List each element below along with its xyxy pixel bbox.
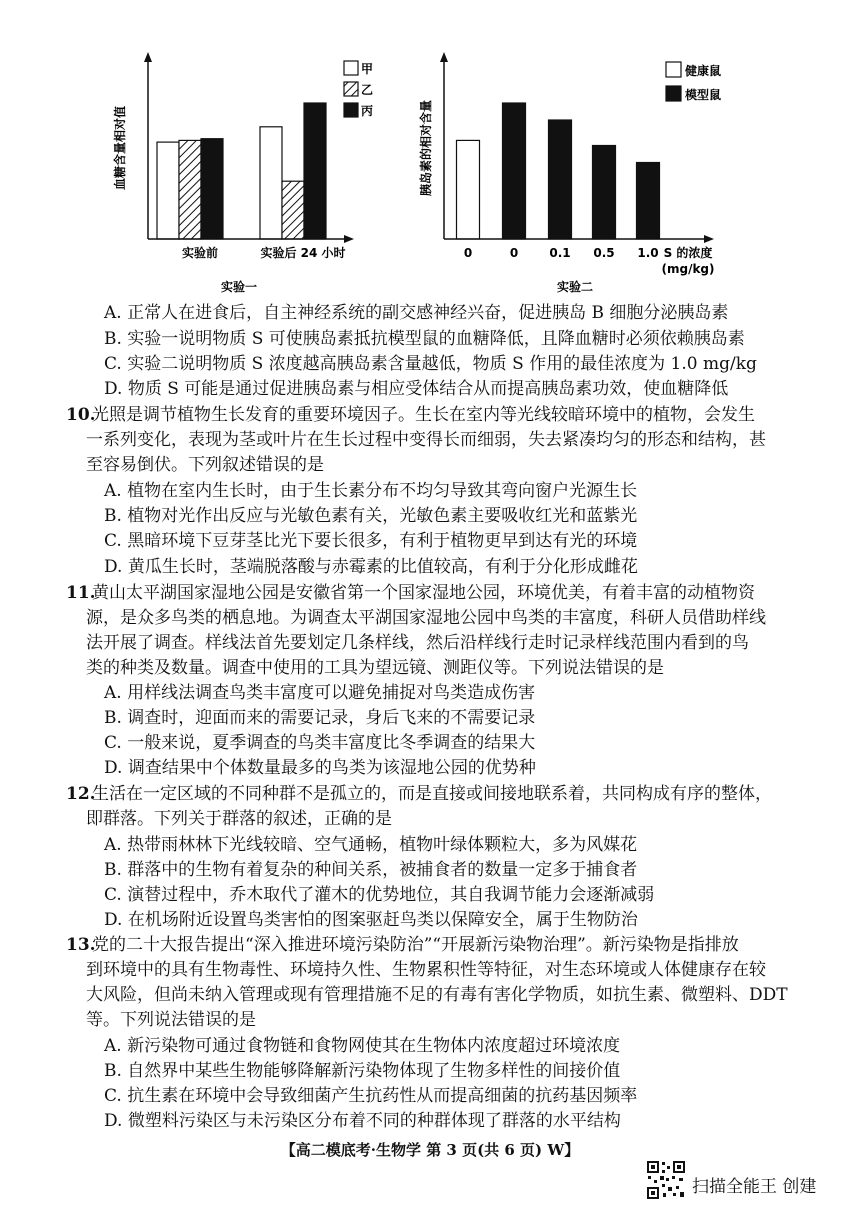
q10-number: 10. [66, 405, 96, 425]
bar-模型鼠 [593, 146, 616, 240]
q9-option-c: C. 实验二说明物质 S 浓度越高胰岛素含量越低，物质 S 作用的最佳浓度为 1.0 mg/kg [104, 354, 757, 374]
q12-stem: 即群落。下列关于群落的叙述，正确的是 [86, 809, 392, 829]
q12-option-d: D. 在机场附近设置鸟类害怕的图案驱赶鸟类以保障安全，属于生物防治 [104, 910, 638, 930]
legend-label: 模型鼠 [685, 88, 722, 102]
q11-number: 11. [66, 583, 96, 603]
q12-option-a: A. 热带雨林林下光线较暗、空气通畅，植物叶绿体颗粒大，多为风媒花 [104, 835, 638, 855]
legend-swatch [344, 103, 358, 117]
bar-模型鼠 [637, 163, 660, 240]
q9-option-a: A. 正常人在进食后，自主神经系统的副交感神经兴奋，促进胰岛 B 细胞分泌胰岛素 [104, 303, 729, 323]
legend-swatch [344, 82, 358, 96]
q12-number: 12. [66, 784, 96, 804]
camscanner-watermark: 扫描全能王 创建 [692, 1177, 817, 1197]
q10-stem: 至容易倒伏。下列叙述错误的是 [86, 455, 324, 475]
bar-模型鼠 [549, 120, 572, 239]
q11-stem: 法开展了调查。样线法首先要划定几条样线，然后沿样线行走时记录样线范围内看到的鸟 [86, 633, 749, 653]
q11-stem: 黄山太平湖国家湿地公园是安徽省第一个国家湿地公园，环境优美，有着丰富的动植物资 [92, 583, 755, 603]
q12-stem: 生活在一定区域的不同种群不是孤立的，而是直接或间接地联系着，共同构成有序的整体， [92, 784, 772, 804]
q11-option-b: B. 调查时，迎面而来的需要记录，身后飞来的不需要记录 [104, 708, 536, 728]
q9-option-b: B. 实验一说明物质 S 可使胰岛素抵抗模型鼠的血糖降低，且降血糖时必须依赖胰岛素 [104, 329, 745, 349]
bar-甲 [157, 142, 179, 239]
q12-option-c: C. 演替过程中，乔木取代了灌木的优势地位，其自我调节能力会逐渐减弱 [104, 885, 655, 905]
chart-experiment-2 [418, 48, 748, 298]
x-tick-label: 实验前 [181, 246, 219, 260]
x-axis-label: S 的浓度 [663, 246, 713, 260]
y-axis-label: 胰岛素的相对含量 [419, 99, 433, 197]
bar-丙 [304, 103, 326, 239]
qr-code-icon [646, 1160, 686, 1200]
q12-option-b: B. 群落中的生物有着复杂的种间关系，被捕食者的数量一定多于捕食者 [104, 860, 638, 880]
q10-stem: 一系列变化，表现为茎或叶片在生长过程中变得长而细弱，失去紧凑均匀的形态和结构，甚 [86, 430, 766, 450]
chart-title: 实验一 [220, 280, 258, 294]
page-footer: 【高二模底考·生物学 第 3 页(共 6 页) W】 [280, 1141, 580, 1159]
x-tick-label: 0.1 [549, 246, 571, 260]
legend-label: 甲 [361, 62, 374, 76]
q13-option-d: D. 微塑料污染区与未污染区分布着不同的种群体现了群落的水平结构 [104, 1111, 621, 1131]
x-tick-label: 0.5 [593, 246, 615, 260]
legend-swatch [666, 86, 681, 101]
x-tick-label: 1.0 [637, 246, 659, 260]
q10-option-c: C. 黑暗环境下豆芽茎比光下要长很多，有利于植物更早到达有光的环境 [104, 531, 638, 551]
q13-stem: 党的二十大报告提出“深入推进环境污染防治”“开展新污染物治理”。新污染物是指排放 [92, 935, 739, 955]
legend-label: 健康鼠 [685, 64, 722, 78]
q13-stem: 大风险，但尚未纳入管理或现有管理措施不足的有毒有害化学物质，如抗生素、微塑料、DDT [86, 985, 788, 1005]
bar-乙 [282, 181, 304, 239]
q13-stem: 到环境中的具有生物毒性、环境持久性、生物累积性等特征，对生态环境或人体健康存在较 [86, 960, 766, 980]
q9-option-d: D. 物质 S 可能是通过促进胰岛素与相应受体结合从而提高胰岛素功效，使血糖降低 [104, 379, 729, 399]
x-tick-label: 实验后 24 小时 [260, 246, 346, 260]
q13-number: 13. [66, 935, 96, 955]
legend-label: 乙 [361, 83, 374, 97]
q10-option-a: A. 植物在室内生长时，由于生长素分布不均匀导致其弯向窗户光源生长 [104, 481, 638, 501]
q10-option-d: D. 黄瓜生长时，茎端脱落酸与赤霉素的比值较高，有利于分化形成雌花 [104, 557, 638, 577]
q11-stem: 类的种类及数量。调查中使用的工具为望远镜、测距仪等。下列说法错误的是 [86, 658, 664, 678]
bar-健康鼠 [457, 140, 480, 239]
y-axis-label: 血糖含量相对值 [113, 105, 127, 191]
q10-stem: 光照是调节植物生长发育的重要环境因子。生长在室内等光线较暗环境中的植物，会发生 [92, 405, 755, 425]
q11-option-c: C. 一般来说，夏季调查的鸟类丰富度比冬季调查的结果大 [104, 733, 536, 753]
x-tick-label: 0 [509, 246, 519, 260]
bar-乙 [179, 140, 201, 239]
q13-stem: 等。下列说法错误的是 [86, 1010, 256, 1030]
chart-title: 实验二 [556, 280, 594, 294]
legend-swatch [344, 61, 358, 75]
chart-experiment-1 [110, 48, 390, 298]
bar-甲 [260, 127, 282, 239]
x-axis-unit: (mg/kg) [661, 262, 715, 276]
q10-option-b: B. 植物对光作出反应与光敏色素有关，光敏色素主要吸收红光和蓝紫光 [104, 506, 638, 526]
q11-option-d: D. 调查结果中个体数量最多的鸟类为该湿地公园的优势种 [104, 758, 536, 778]
legend-label: 丙 [361, 104, 374, 118]
q13-option-a: A. 新污染物可通过食物链和食物网使其在生物体内浓度超过环境浓度 [104, 1036, 621, 1056]
legend-swatch [666, 62, 681, 77]
q11-option-a: A. 用样线法调查鸟类丰富度可以避免捕捉对鸟类造成伤害 [104, 683, 536, 703]
q11-stem: 源，是众多鸟类的栖息地。为调查太平湖国家湿地公园中鸟类的丰富度，科研人员借助样线 [86, 608, 766, 628]
q13-option-b: B. 自然界中某些生物能够降解新污染物体现了生物多样性的间接价值 [104, 1061, 621, 1081]
bar-模型鼠 [503, 103, 526, 239]
q13-option-c: C. 抗生素在环境中会导致细菌产生抗药性从而提高细菌的抗药基因频率 [104, 1086, 638, 1106]
x-tick-label: 0 [463, 246, 473, 260]
bar-丙 [201, 139, 223, 239]
